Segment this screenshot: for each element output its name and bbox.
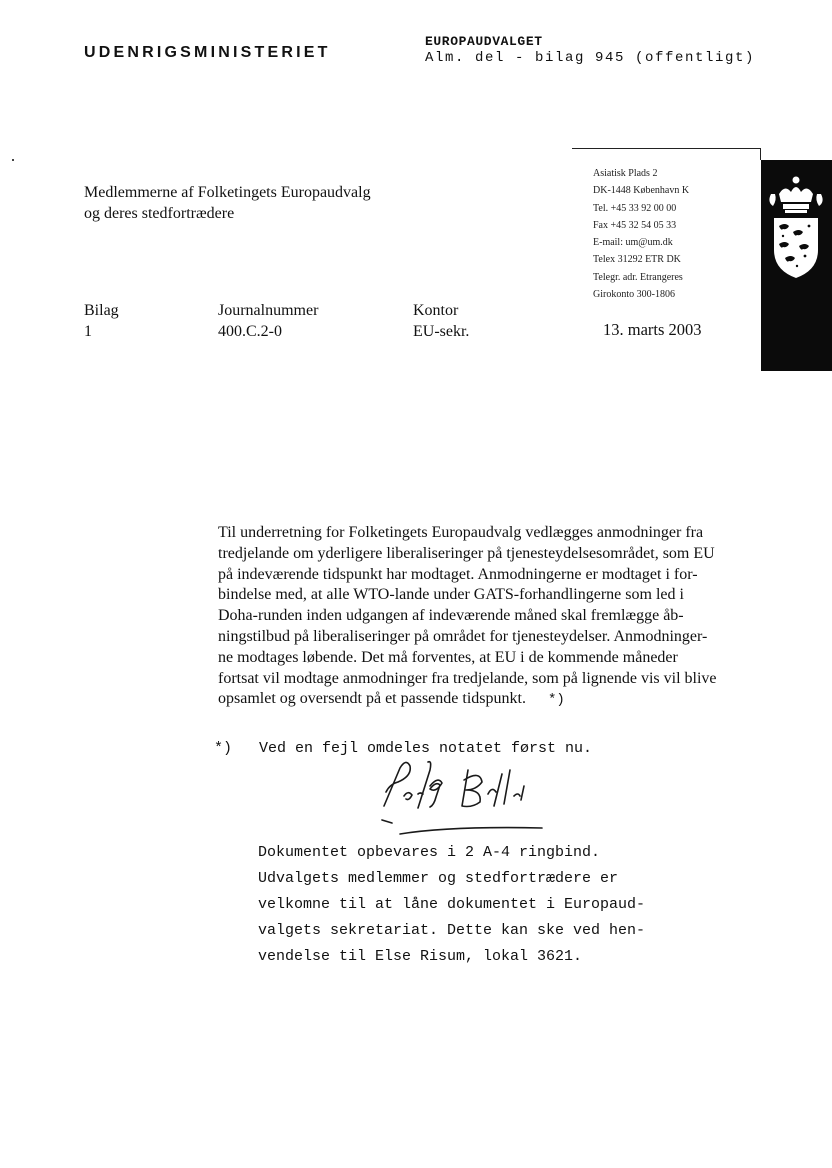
notice-line: valgets sekretariat. Dette kan ske ved hen- — [258, 922, 646, 939]
address-tel: Tel. +45 33 92 00 00 — [593, 202, 677, 214]
body-line: ningstilbud på liberaliseringer på området for tjenesteydelser. Anmodninger- — [218, 627, 708, 645]
address-rule-tick — [760, 148, 761, 160]
address-fax: Fax +45 32 54 05 33 — [593, 219, 677, 231]
address-telex: Telex 31292 ETR DK — [593, 254, 681, 266]
notice-line: Udvalgets medlemmer og stedfortrædere er — [258, 870, 619, 887]
storage-notice — [258, 840, 645, 970]
letter-date: 13. marts 2003 — [603, 320, 702, 339]
address-email: E-mail: um@um.dk — [593, 237, 673, 249]
address-city: DK-1448 København K — [593, 185, 690, 197]
body-line: Til underretning for Folketingets Europaudvalg vedlægges anmodninger fra — [218, 524, 704, 541]
office-value: EU-sekr. — [413, 323, 470, 340]
journal-label: Journalnummer — [218, 302, 319, 319]
address-telegram: Telegr. adr. Etrangeres — [593, 271, 683, 283]
recipient-line-2: og deres stedfortrædere — [84, 205, 235, 222]
coat-of-arms-icon — [761, 172, 832, 302]
bilag-label: Bilag — [84, 302, 119, 319]
office-label: Kontor — [413, 302, 459, 319]
handwritten-signature — [360, 750, 590, 840]
notice-line: vendelse til Else Risum, lokal 3621. — [258, 948, 583, 965]
journal-value: 400.C.2-0 — [218, 323, 282, 340]
committee-stamp: EUROPAUDVALGET — [425, 34, 543, 49]
body-line: på indeværende tidspunkt har modtaget. Anmodningerne er modtaget i for- — [218, 565, 698, 583]
ministry-name: UDENRIGSMINISTERIET — [84, 44, 331, 61]
body-line: Doha-runden inden udgangen af indeværende måned skal fremlægge åb- — [218, 607, 684, 625]
body-line: opsamlet og oversendt på et passende tidspunkt. — [218, 690, 526, 708]
bilag-value: 1 — [84, 323, 92, 340]
address-rule — [572, 148, 760, 149]
notice-line: velkomne til at låne dokumentet i Europaud- — [258, 896, 646, 913]
notice-line: Dokumentet opbevares i 2 A-4 ringbind. — [258, 844, 601, 861]
address-giro: Girokonto 300-1806 — [593, 289, 675, 301]
crest-band — [761, 160, 832, 371]
recipient-line-1: Medlemmerne af Folketingets Europaudvalg — [84, 184, 371, 201]
body-paragraph — [218, 523, 768, 711]
body-line-last — [218, 689, 768, 711]
filing-reference: Alm. del - bilag 945 (offentligt) — [425, 50, 756, 66]
footnote: *) Ved en fejl omdeles notatet først nu. — [214, 740, 593, 757]
ministry-address — [593, 165, 689, 303]
body-line: tredjelande om yderligere liberaliseringer på tjenesteydelsesområdet, som EU — [218, 544, 715, 562]
body-line: fortsat vil modtage anmodninger fra tredjelande, som på lignende vis vil blive — [218, 669, 717, 687]
address-street: Asiatisk Plads 2 — [593, 168, 658, 179]
recipient-block — [84, 182, 371, 224]
body-line: ne modtages løbende. Det må forventes, at EU i de kommende måneder — [218, 648, 678, 666]
body-line: bindelse med, at alle WTO-lande under GATS-forhandlingerne som led i — [218, 586, 684, 604]
footnote-marker: *) — [547, 692, 565, 709]
scan-speck — [12, 159, 14, 161]
